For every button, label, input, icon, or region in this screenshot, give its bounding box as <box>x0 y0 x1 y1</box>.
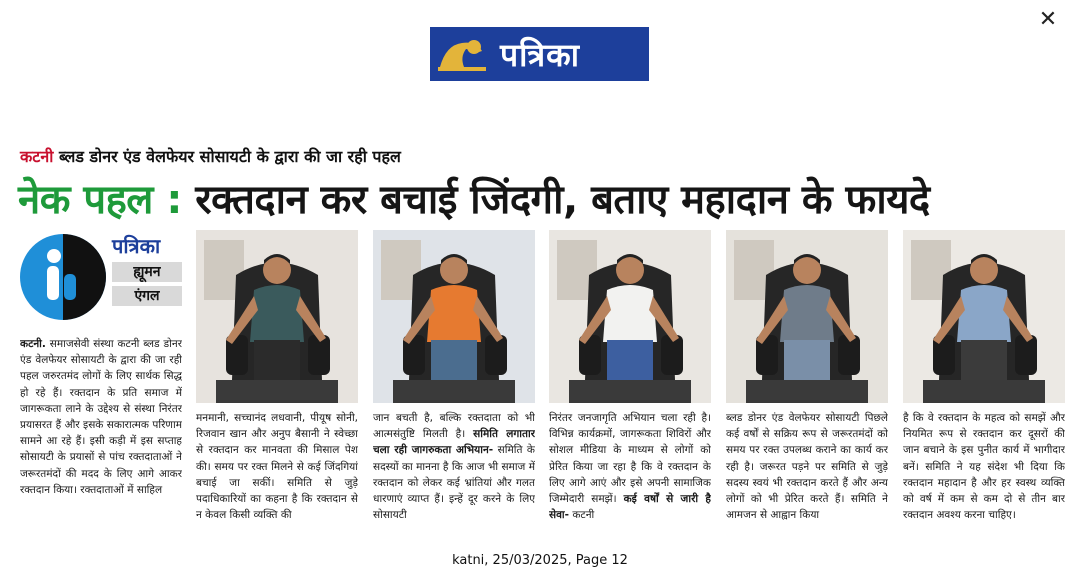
kicker-place: कटनी <box>20 147 54 166</box>
article-column-5 <box>726 410 888 550</box>
subhead-awareness: समिति लगातार चला रही जागरुकता अभियान- <box>373 428 535 457</box>
donor-photo-2 <box>373 230 535 403</box>
dateline: कटनी. <box>20 338 46 350</box>
subhead-service: कई वर्षों से जारी है सेवा- <box>549 493 711 522</box>
page-caption: katni, 25/03/2025, Page 12 <box>452 553 628 568</box>
kicker-text: ब्लड डोनर एंड वेलफेयर सोसायटी के द्वारा की जा रही पहल <box>53 147 401 166</box>
donor-photo-4 <box>726 230 888 403</box>
logo-brand: पत्रिका <box>112 234 161 258</box>
article-column-4 <box>549 410 711 550</box>
lion-emblem-icon <box>430 27 494 81</box>
column-2-text: मनमानी, सच्चानंद लधवानी, पीयूष सोनी, रिजवान खान और अनुप बैसानी ने स्वेच्छा से रक्तदान कर मानवता की मिसाल पेश की। समय पर रक्त मिलने से कई जिंदगियां बचाई जा सकीं। समिति से जुड़े पदाधिकारियों का कहना है कि रक्तदान से न केवल किसी व्यक्ति की <box>196 412 358 522</box>
headline <box>18 170 1068 225</box>
donor-photo-5 <box>903 230 1065 403</box>
kicker-line <box>20 145 401 167</box>
column-3-text-2: समिति के सदस्यों का मानना है कि आज भी समाज में रक्तदान को लेकर कई भ्रांतियां और गलत धारणाएं व्याप्त हैं। इन्हें दूर करने के लिए सोसायटी <box>373 444 535 522</box>
patrika-masthead-logo <box>430 27 649 81</box>
article-column-3 <box>373 410 535 550</box>
donor-photo-3 <box>549 230 711 403</box>
headline-rest: रक्तदान कर बचाई जिंदगी, बताए महादान के फायदे <box>181 177 930 223</box>
column-4-text-1: निरंतर जनजागृति अभियान चला रही है। विभिन्न कार्यक्रमों, जागरूकता शिविरों और सोशल मीडिया के माध्यम से लोगों को प्रेरित किया जा रहा है कि वे रक्तदान के लिए आगे आएं और इसे अपनी सामाजिक जिम्मेदारी समझें। <box>549 412 711 506</box>
human-angle-circle <box>20 234 106 320</box>
article-column-6 <box>903 410 1065 550</box>
column-6-text: है कि वे रक्तदान के महत्व को समझें और नियमित रूप से रक्तदान कर दूसरों की जान बचाने के इस पुनीत कार्य में भागीदार बनें। समिति ने यह संदेश भी दिया कि रक्तदान महादान है और हर स्वस्थ व्यक्ति को वर्ष में कम से कम दो से तीन बार रक्तदान अवश्य करना चाहिए। <box>903 412 1065 522</box>
article-column-2 <box>196 410 358 550</box>
human-angle-logo <box>20 230 182 326</box>
headline-lead: नेक पहल : <box>18 177 182 223</box>
human-figure-icon <box>20 234 106 320</box>
masthead-name: पत्रिका <box>500 35 580 74</box>
column-4-text-2: कटनी <box>569 509 595 522</box>
close-button[interactable]: ✕ <box>1038 7 1058 32</box>
column-5-text: ब्लड डोनर एंड वेलफेयर सोसायटी पिछले कई वर्षों से सक्रिय रूप से जरूरतमंदों को समय पर रक्त उपलब्ध कराने का कार्य कर रही है। जरूरत पड़ने पर समिति से जुड़े सदस्य स्वयं भी रक्तदान करते हैं और अन्य लोगों को भी प्रेरित करते हैं। समिति ने आमजन से आह्वान किया <box>726 412 888 522</box>
article-column-1 <box>20 336 182 546</box>
column-1-text: समाजसेवी संस्था कटनी ब्लड डोनर एंड वेलफेयर सोसायटी के द्वारा की जा रही पहल जरुरतमंद लोगों के लिए सार्थक सिद्ध हो रहे हैं। रक्तदान के प्रति समाज में जागरूकता लाने के उद्देश्य से संस्था निरंतर प्रयासरत हैं और इसके सकारात्मक परिणाम सामने आ रहे हैं। इसी कड़ी में इस सप्ताह सोसायटी के प्रयासों से पांच रक्तदाताओं ने जरूरतमंदों की मदद के लिए आगे आकर रक्तदान किया। रक्तदाताओं में साहिल <box>20 338 182 496</box>
column-3-text-1: जान बचती है, बल्कि रक्तदाता को भी आत्मसंतुष्टि मिलती है। <box>373 412 535 441</box>
logo-line-2: एंगल <box>112 286 182 306</box>
donor-photo-1 <box>196 230 358 403</box>
logo-line-1: ह्यूमन <box>112 262 182 282</box>
